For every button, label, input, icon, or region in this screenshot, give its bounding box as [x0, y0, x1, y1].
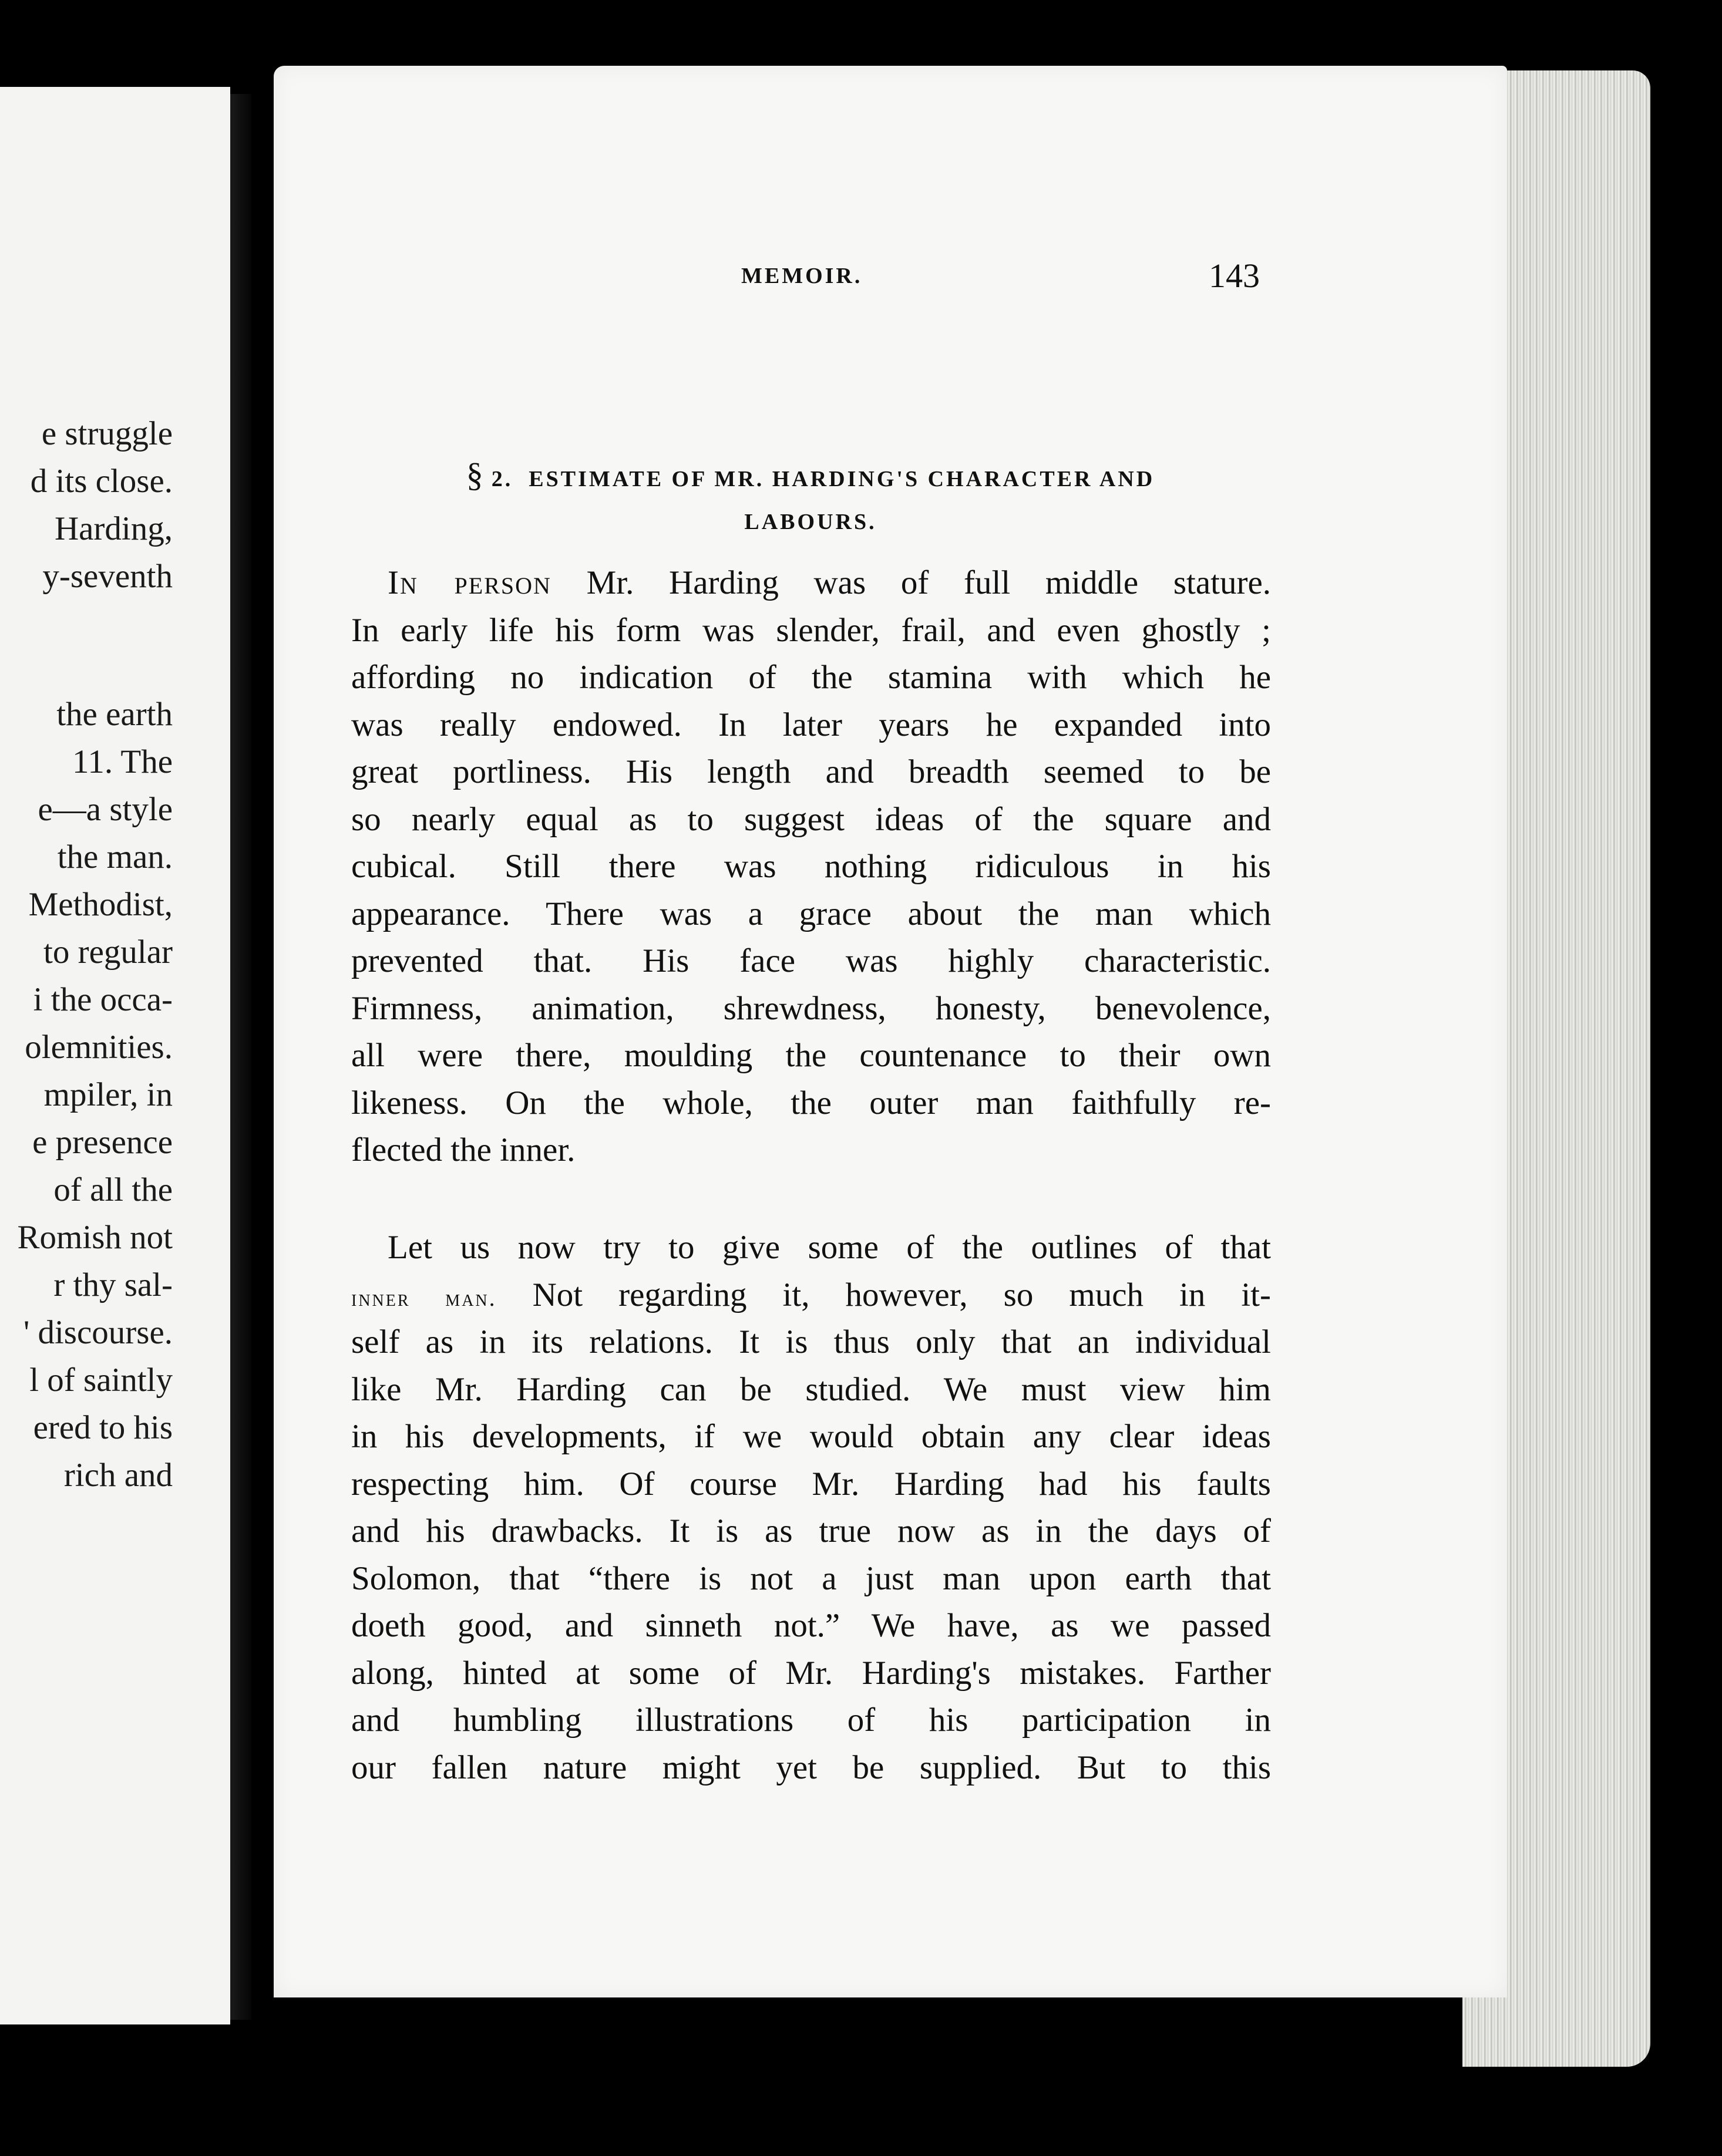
section-heading-line-1	[352, 458, 1269, 492]
section-heading	[352, 458, 1269, 533]
section-symbol: §	[466, 456, 483, 494]
left-page-line: r thy sal-	[53, 1266, 173, 1303]
left-page-line: d its close.	[30, 463, 173, 500]
left-page-line: mpiler, in	[43, 1076, 173, 1113]
paragraph-line: likeness. On the whole, the outer man faithfully re-	[351, 1084, 1271, 1121]
left-facing-page	[0, 87, 230, 2024]
left-page-line: Harding,	[54, 510, 173, 547]
paragraph-line	[351, 1272, 1271, 1319]
left-page-line: e struggle	[41, 415, 173, 452]
paragraph-line: flected the inner.	[351, 1131, 576, 1168]
paragraph-line: appearance. There was a grace about the man which	[351, 895, 1271, 932]
paragraph-line: and humbling illustrations of his participation in	[351, 1702, 1271, 1739]
left-page-line: e—a style	[38, 791, 173, 828]
paragraph-line: prevented that. His face was highly characteristic.	[351, 942, 1271, 979]
section-number: 2.	[491, 467, 513, 491]
paragraph-line: Let us now try to give some of the outlines of that	[388, 1229, 1271, 1266]
left-page-line: to regular	[43, 934, 173, 971]
paragraph-line: our fallen nature might yet be supplied. But to this	[351, 1749, 1271, 1786]
paragraph-line	[351, 560, 1271, 607]
page-number: 143	[1209, 257, 1260, 295]
paragraph-line: and his drawbacks. It is as true now as in the days of	[351, 1512, 1271, 1549]
left-page-line: the earth	[56, 696, 173, 733]
left-page-line: olemnities.	[25, 1029, 173, 1066]
paragraph-line: doeth good, and sinneth not.” We have, as we passed	[351, 1607, 1271, 1644]
left-page-line: 11. The	[72, 743, 173, 780]
first-line-rest: Mr. Harding was of full middle stature.	[551, 564, 1272, 601]
paragraph-line: In early life his form was slender, frail, and even ghostly ;	[351, 611, 1271, 649]
left-page-line: of all the	[53, 1171, 173, 1208]
paragraph-line: so nearly equal as to suggest ideas of the square and	[351, 800, 1271, 838]
left-page-line: ered to his	[33, 1409, 173, 1446]
left-page-line: Romish not	[17, 1219, 173, 1256]
left-page-line: i the occa-	[33, 981, 173, 1018]
paragraph-line: great portliness. His length and breadth seemed to be	[351, 753, 1271, 790]
paragraph-line: in his developments, if we would obtain any clear ideas	[351, 1418, 1271, 1455]
paragraph-line: Firmness, animation, shrewdness, honesty, benevolence,	[351, 989, 1271, 1027]
paragraph-line: respecting him. Of course Mr. Harding had his faults	[351, 1465, 1271, 1503]
running-head: MEMOIR.	[741, 264, 863, 288]
paragraph-line: like Mr. Harding can be studied. We must view him	[351, 1370, 1271, 1408]
left-page-line: the man.	[57, 838, 173, 875]
left-page-line: ' discourse.	[23, 1314, 173, 1351]
section-title-line-1: ESTIMATE OF MR. HARDING'S CHARACTER AND	[529, 467, 1155, 491]
paragraph-line: all were there, moulding the countenance to their own	[351, 1037, 1271, 1074]
left-page-line: y-seventh	[42, 558, 173, 595]
left-page-line: rich and	[63, 1457, 173, 1494]
left-page-line: l of saintly	[29, 1362, 173, 1399]
paragraph-line: was really endowed. In later years he expanded into	[351, 706, 1271, 743]
second-line-rest: Not regarding it, however, so much in it-	[496, 1276, 1271, 1313]
section-title-line-2: LABOURS.	[744, 510, 877, 534]
paragraph-line: Solomon, that “there is not a just man upon earth that	[351, 1559, 1271, 1597]
book-gutter	[230, 94, 251, 2020]
paragraph-2	[351, 1224, 1271, 1791]
inner-man-smallcaps: inner man.	[351, 1284, 497, 1311]
paragraph-line: self as in its relations. It is thus only that an individual	[351, 1323, 1271, 1360]
paragraph-1	[351, 560, 1271, 1174]
left-page-line: e presence	[32, 1124, 173, 1161]
paragraph-line: affording no indication of the stamina with which he	[351, 659, 1271, 696]
lead-smallcaps: In person	[388, 564, 551, 601]
paragraph-line: cubical. Still there was nothing ridiculous in his	[351, 848, 1271, 885]
left-page-line: Methodist,	[28, 886, 173, 923]
paragraph-line: along, hinted at some of Mr. Harding's mistakes. Farther	[351, 1654, 1271, 1692]
